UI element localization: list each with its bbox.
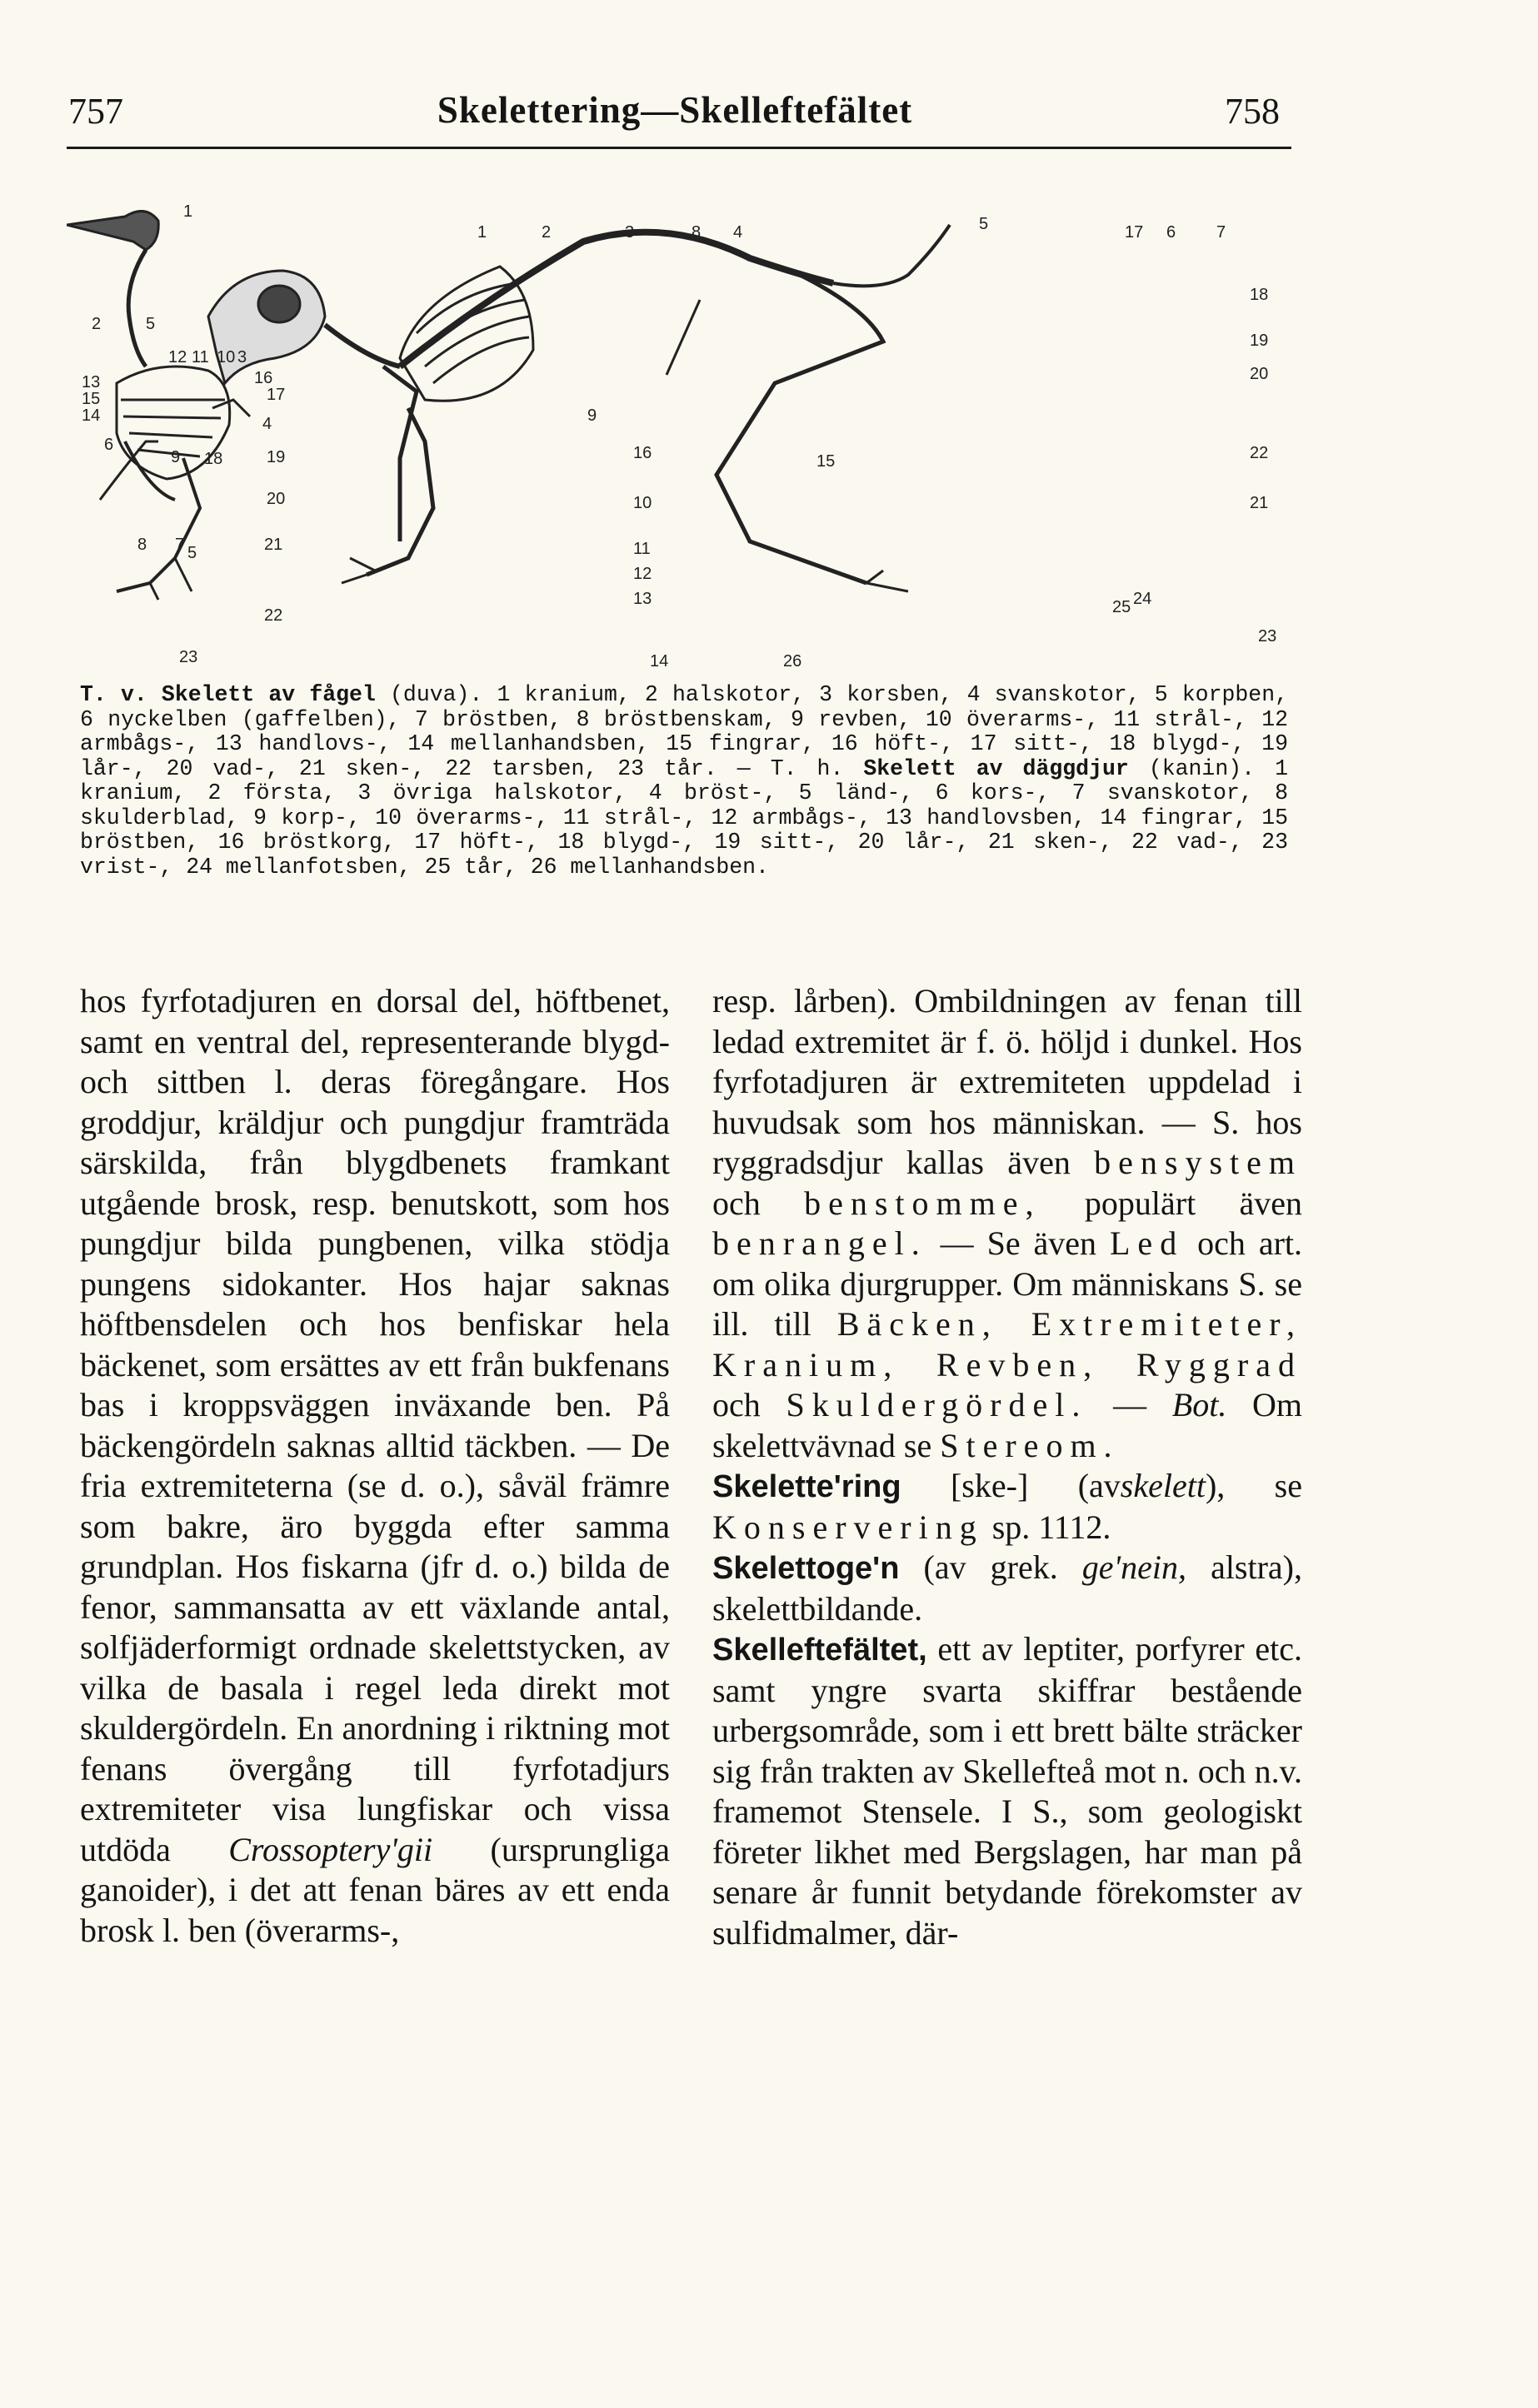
entry-skelettogen: [712, 1548, 1302, 1629]
label-num: 18: [204, 450, 223, 468]
body-text: ett av leptiter, porfyrer etc. samt yngre svarta skiffrar bestående urbergsområde, som i ett brett bälte sträcker sig från trakten av Skellefteå mot n. och n.v. framemot Stensele. I S., som geologiskt företer likhet med Bergslagen, har man på senare år funnit betydande förekomster av sulfidmalmer, där-: [712, 1630, 1302, 1952]
caption-mammal-title: Skelett av däggdjur: [863, 755, 1129, 781]
entry-skelettering: [712, 1466, 1302, 1548]
label-num: 19: [267, 448, 286, 466]
entry-headword: Skelleftefältet,: [712, 1633, 927, 1668]
bird-label-numbers: [82, 202, 285, 666]
label-num: 3: [237, 348, 247, 366]
body-text: alstra), skelettbildande.: [712, 1548, 1303, 1628]
article-continuation: [712, 981, 1302, 1466]
label-num: 21: [1250, 494, 1269, 512]
caption-mammal-ref: T. h.: [770, 755, 844, 781]
label-num: 14: [650, 652, 669, 671]
label-num: 8: [692, 223, 702, 242]
body-text: och: [712, 1184, 761, 1222]
text-column-right: [712, 981, 1302, 1953]
text-column-left: [80, 981, 670, 1951]
italic-term: geʹnein,: [1081, 1548, 1186, 1586]
italic-term: skelett: [1120, 1467, 1206, 1504]
entry-headword: Skeletteʹring: [712, 1469, 901, 1504]
body-text: och: [712, 1386, 761, 1423]
body-text: (av grek.: [923, 1548, 1058, 1586]
label-num: 25: [1112, 598, 1131, 616]
label-num: 6: [1166, 223, 1176, 242]
label-num: 26: [783, 652, 802, 671]
rabbit-label-numbers: [477, 215, 1276, 671]
cross-reference: Stereom.: [940, 1426, 1120, 1464]
spaced-term: bensystem: [1094, 1144, 1303, 1181]
entry-skelleftefaltet: [712, 1629, 1302, 1953]
body-text: — Se även: [940, 1224, 1097, 1262]
label-num: 8: [137, 536, 147, 554]
caption-bird-parts: 1 kranium, 2 halskotor, 3 korsben, 4 svanskotor, 5 korpben, 6 nyckelben (gaffelben), 7 bröstben, 8 bröstbenskam, 9 revben, 10 överarms-, 11 strål-, 12 armbågs-, 13 handlovs-, 14 mellanhandsben, 15 fingrar, 16 höft-, 17 sitt-, 18 blygd-, 19 lår-, 20 vad-, 21 sken-, 22 tarsben, 23 tår. —: [80, 682, 1288, 781]
label-num: 10: [633, 494, 652, 512]
page-number-left: 757: [68, 91, 123, 132]
label-num: 9: [587, 406, 597, 425]
body-text: —: [1113, 1386, 1147, 1423]
rabbit-skeleton-drawing: [208, 225, 950, 591]
page-number-right: 758: [1225, 91, 1280, 132]
caption-bird-title: T. v. Skelett av fågel: [80, 682, 376, 707]
label-num: 4: [733, 223, 743, 242]
label-num: 16: [633, 444, 652, 462]
label-num: 17: [1125, 223, 1144, 242]
label-num: 7: [1216, 223, 1226, 242]
label-num: 5: [146, 315, 156, 333]
caption-mammal-parts: 1 kranium, 2 första, 3 övriga halskotor, 4 bröst-, 5 länd-, 6 kors-, 7 svanskotor, 8 skulderblad, 9 korp-, 10 överarms-, 11 strål-, 12 armbågs-, 13 handlovsben, 14 fingrar, 15 bröstben, 16 bröstkorg, 17 höft-, 18 blygd-, 19 sitt-, 20 lår-, 21 sken-, 22 vad-, 23 vrist-, 24 mellanfotsben, 25 tår, 26 mellanhandsben.: [80, 755, 1288, 880]
skeleton-illustration: [67, 192, 1291, 683]
label-num: 5: [187, 544, 197, 562]
label-num: 17: [267, 386, 286, 404]
italic-term: Bot.: [1171, 1386, 1227, 1423]
body-text: sp. 1112.: [991, 1508, 1111, 1546]
cross-reference: Konservering: [712, 1508, 984, 1546]
label-num: 6: [104, 436, 114, 454]
label-num: 11: [633, 540, 651, 558]
label-num: 7: [175, 536, 185, 554]
caption-mammal-species: (kanin).: [1148, 755, 1256, 781]
body-text: [ske-] (av: [950, 1467, 1121, 1504]
label-num: 10: [217, 348, 236, 366]
entry-headword: Skelettogeʹn: [712, 1551, 900, 1586]
running-title: Skelettering—Skelleftefältet: [437, 89, 913, 131]
label-num: 21: [264, 536, 283, 554]
label-num: 9: [171, 448, 181, 466]
label-num: 1: [183, 202, 193, 221]
label-num: 12: [633, 565, 652, 583]
body-text: resp. lårben). Ombildningen av fenan till ledad extremitet är f. ö. höljd i dunkel. Hos fyrfotadjuren är extremiteten uppdelad i huvudsak som hos människan. — S. hos ryggradsdjur kallas även: [712, 982, 1302, 1181]
label-num: 14: [82, 406, 101, 425]
label-num: 16: [254, 369, 273, 387]
label-num: 12: [168, 348, 187, 366]
label-num: 23: [179, 648, 198, 666]
label-num: 20: [1250, 365, 1269, 383]
skeleton-drawings: [67, 192, 1291, 683]
body-text: populärt även: [1084, 1184, 1303, 1222]
label-num: 4: [262, 415, 272, 433]
caption-bird-species: (duva).: [390, 682, 483, 707]
left-column-text-end: (ursprungliga ganoider), i det att fenan bäres av ett enda brosk l. ben (överarms-,: [80, 1830, 671, 1949]
label-num: 13: [633, 590, 652, 608]
cross-reference: Led: [1110, 1224, 1185, 1262]
label-num: 18: [1250, 286, 1269, 304]
body-text: ), se: [1205, 1467, 1302, 1504]
left-column-text: hos fyrfotadjuren en dorsal del, höftbenet, samt en ventral del, representerande blygd- och sittben l. deras föregångare. Hos groddjur, kräldjur och pungdjur framträda särskilda, från blygdbenets framkant utgående brosk, resp. benutskott, som hos pungdjur bilda pungbenen, vilka stödja pungens sidokanter. Hos hajar saknas höftbensdelen och hos benfiskar hela bäckenet, som ersättes av ett från bukfenans bas i kroppsväggen inväxande ben. På bäckengördeln saknas alltid täckben. — De fria extremiteterna (se d. o.), såväl främre som bakre, äro byggda efter samma grundplan. Hos fiskarna (jfr d. o.) bilda de fenor, sammansatta av ett växlande antal, solfjäderformigt ordnade skelettstycken, av vilka de basala i regel leda direkt mot skuldergördeln. En anordning i riktning mot fenans övergång till fyrfotadjurs extremiteter visa lungfiskar och vissa utdöda: [80, 982, 670, 1868]
cross-reference: Bäcken, Extremiteter, Kranium, Revben, Ryggrad: [712, 1305, 1302, 1383]
label-num: 15: [82, 390, 101, 408]
spaced-term: benstomme,: [804, 1184, 1041, 1222]
label-num: 2: [92, 315, 102, 333]
body-text: Om skelettvävnad se: [712, 1386, 1303, 1464]
label-num: 22: [264, 606, 283, 625]
italic-term: Crossopteryʹgii: [228, 1830, 433, 1868]
spaced-term: benrangel.: [712, 1224, 927, 1262]
label-num: 11: [192, 348, 209, 366]
header-rule: [67, 147, 1291, 149]
label-num: 13: [82, 373, 101, 391]
label-num: 2: [542, 223, 552, 242]
figure-caption: [80, 683, 1288, 880]
label-num: 1: [477, 223, 487, 242]
body-text: och art. om olika djurgrupper. Om människans S. se ill. till: [712, 1224, 1303, 1343]
label-num: 22: [1250, 444, 1269, 462]
label-num: 24: [1133, 590, 1152, 608]
label-num: 20: [267, 490, 286, 508]
label-num: 19: [1250, 332, 1269, 350]
label-num: 15: [816, 452, 836, 471]
cross-reference: Skuldergördel.: [786, 1386, 1088, 1423]
label-num: 23: [1258, 627, 1277, 646]
label-num: 5: [979, 215, 989, 233]
label-num: 3: [625, 223, 635, 242]
